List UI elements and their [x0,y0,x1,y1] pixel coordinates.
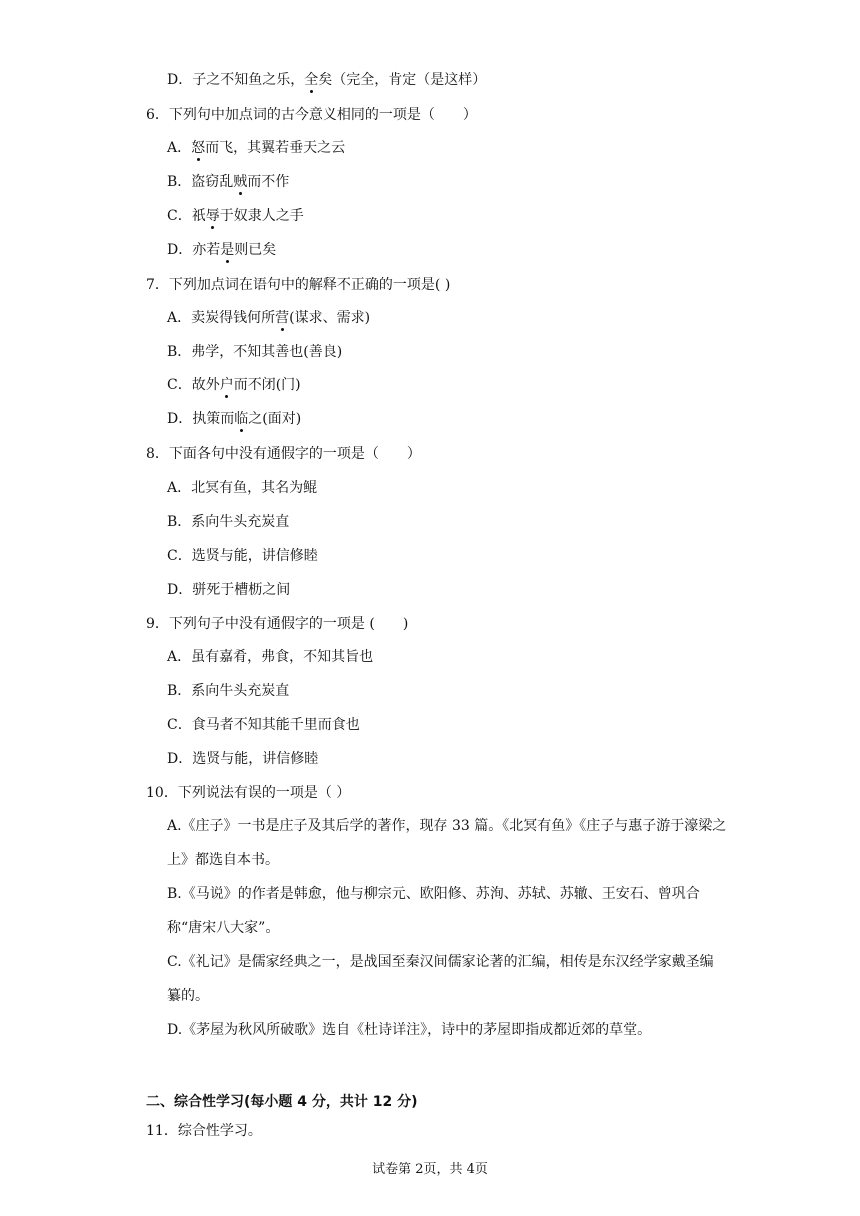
q11-stem: 11．综合性学习。 [146,1123,262,1139]
q8-option-b: B．系向牛头充炭直 [167,514,290,530]
dotted-word: 辱 [205,208,220,224]
q7-option-a: A．卖炭得钱何所营(谋求、需求) [167,310,371,326]
q9-stem: 9．下列句子中没有通假字的一项是 ( ) [146,616,409,632]
dotted-word: 临 [234,411,249,427]
q7-option-d: D．执策而临之(面对) [167,411,302,427]
dotted-word: 户 [219,377,234,393]
dotted-word: 贼 [233,174,248,190]
q6-option-d: D．亦若是则已矣 [167,242,277,258]
q6-option-c: C．祇辱于奴隶人之手 [167,208,304,224]
q8-option-a: A．北冥有鱼，其名为鲲 [167,480,318,496]
q7-option-c: C．故外户而不闭(门) [167,377,301,393]
dotted-word: 怒 [191,140,206,156]
q7-stem: 7．下列加点词在语句中的解释不正确的一项是( ) [146,277,451,293]
q5-option-d: D．子之不知鱼之乐，全矣（完全，肯定（是这样） [167,72,487,88]
q10-stem: 10．下列说法有误的一项是（ ） [146,785,351,801]
dotted-word: 营 [275,310,290,326]
q9-option-b: B．系向牛头充炭直 [167,683,290,699]
q9-option-a: A．虽有嘉肴，弗食，不知其旨也 [167,649,374,665]
q6-option-b: B．盗窃乱贼而不作 [167,174,290,190]
q6-stem: 6．下列句中加点词的古今意义相同的一项是（ ） [146,107,477,123]
q10-option-a: A.《庄子》一书是庄子及其后学的著作，现存 33 篇。《北冥有鱼》《庄子与惠子游于濠梁之上》都选自本书。 [167,818,727,868]
q9-option-d: D．选贤与能，讲信修睦 [167,751,319,767]
page-footer: 试卷第 2页，共 4页 [372,1162,488,1177]
q8-option-d: D．骈死于槽枥之间 [167,582,291,598]
q10-option-b: B.《马说》的作者是韩愈，他与柳宗元、欧阳修、苏洵、苏轼、苏辙、王安石、曾巩合称“唐宋八大家”。 [167,886,700,936]
q6-option-a: A．怒而飞，其翼若垂天之云 [167,140,346,156]
dotted-word: 是 [220,242,235,258]
q7-option-b: B．弗学，不知其善也(善良) [167,344,343,360]
q10-option-c: C.《礼记》是儒家经典之一，是战国至秦汉间儒家论著的汇编，相传是东汉经学家戴圣编纂的。 [167,954,714,1004]
q10-option-d: D.《茅屋为秋风所破歌》选自《杜诗详注》，诗中的茅屋即指成都近郊的草堂。 [167,1022,652,1038]
dotted-word: 全 [304,72,319,88]
section-heading: 二、综合性学习(每小题 4 分，共计 12 分) [146,1094,418,1110]
q9-option-c: C．食马者不知其能千里而食也 [167,717,360,733]
q8-option-c: C．选贤与能，讲信修睦 [167,548,318,564]
q8-stem: 8．下面各句中没有通假字的一项是（ ） [146,446,421,462]
